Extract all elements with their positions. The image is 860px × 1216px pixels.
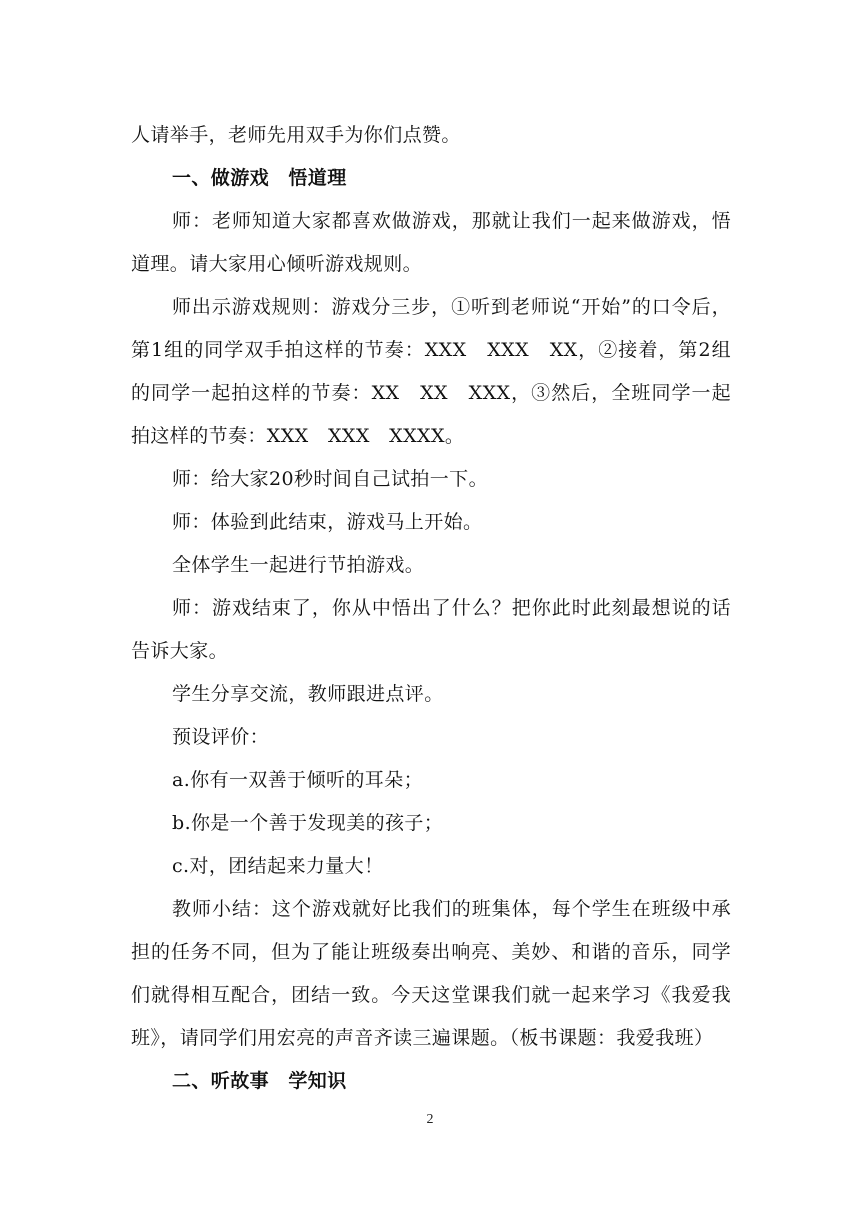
list-item: c.对，团结起来力量大！ <box>172 855 384 877</box>
paragraph-summary: 教师小结：这个游戏就好比我们的班集体，每个学生在班级中承担的任务不同，但为了能让班级奏出响亮、美妙、和谐的音乐，同学们就得相互配合，团结一致。今天这堂课我们就一起来学习《我爱我班》，请同学们用宏亮的声音齐读三遍课题。（板书课题：我爱我班） <box>131 898 731 1049</box>
paragraph: 师：体验到此结束，游戏马上开始。 <box>172 511 483 533</box>
document-body <box>131 114 731 1103</box>
paragraph: 师：老师知道大家都喜欢做游戏，那就让我们一起来做游戏，悟道理。请大家用心倾听游戏规则。 <box>131 210 731 275</box>
section-heading-2: 二、听故事 学知识 <box>172 1070 347 1092</box>
paragraph: 学生分享交流，教师跟进点评。 <box>172 683 444 705</box>
page-number: 2 <box>426 1112 434 1127</box>
paragraph-continuation: 人请举手，老师先用双手为你们点赞。 <box>131 124 461 146</box>
paragraph: 全体学生一起进行节拍游戏。 <box>172 554 425 576</box>
list-item: b.你是一个善于发现美的孩子； <box>172 812 444 834</box>
paragraph: 师：给大家20秒时间自己试拍一下。 <box>172 468 488 490</box>
paragraph-game-rules: 师出示游戏规则：游戏分三步，①听到老师说“开始”的口令后，第1组的同学双手拍这样的节奏：XXX XXX XX，②接着，第2组的同学一起拍这样的节奏：XX XX XXX，③然后，全班同学一起拍这样的节奏：XXX XXX XXXX。 <box>131 296 731 447</box>
section-heading-1: 一、做游戏 悟道理 <box>172 167 347 189</box>
paragraph: 预设评价： <box>172 726 270 748</box>
paragraph: 师：游戏结束了，你从中悟出了什么？把你此时此刻最想说的话告诉大家。 <box>131 597 731 662</box>
list-item: a.你有一双善于倾听的耳朵； <box>172 769 423 791</box>
